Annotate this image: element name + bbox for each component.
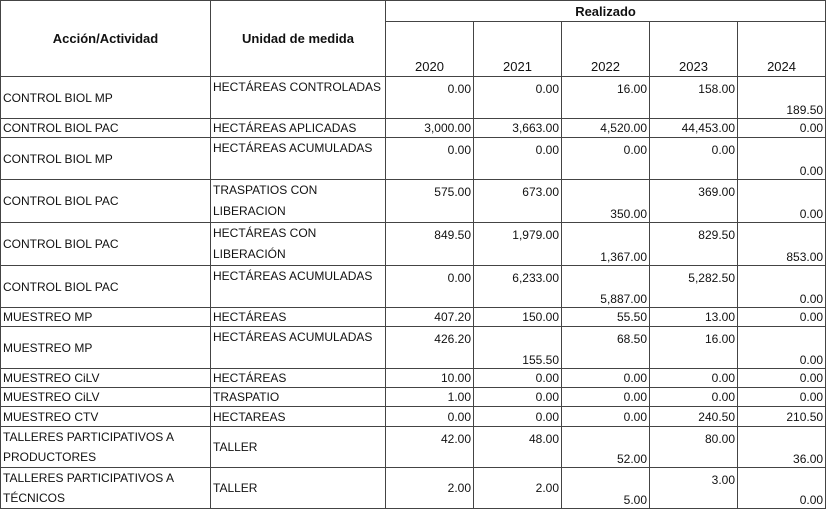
unit-cell: TALLER <box>211 468 386 509</box>
unit-cell: HECTÁREAS ACUMULADAS <box>211 138 386 180</box>
header-year-2020: 2020 <box>386 22 474 77</box>
header-year-2021: 2021 <box>474 22 562 77</box>
unit-cell: HECTÁREAS CON LIBERACIÓN <box>211 223 386 266</box>
value-cell-2021: 0.00 <box>474 407 562 427</box>
value-cell-2022: 0.00 <box>562 407 650 427</box>
unit-cell: HECTÁREAS ACUMULADAS <box>211 327 386 369</box>
value-cell-2024: 0.00 <box>738 308 826 327</box>
activity-cell: MUESTREO CiLV <box>1 369 211 388</box>
table-row <box>1 327 826 369</box>
activity-cell: CONTROL BIOL PAC <box>1 223 211 266</box>
value-cell-2022: 0.00 <box>562 138 650 180</box>
value-cell-2023: 240.50 <box>650 407 738 427</box>
value-cell-2023: 80.00 <box>650 427 738 468</box>
value-cell-2024: 0.00 <box>738 180 826 223</box>
value-cell-2021: 3,663.00 <box>474 119 562 138</box>
value-cell-2022: 0.00 <box>562 369 650 388</box>
value-cell-2024: 0.00 <box>738 468 826 509</box>
unit-cell: TRASPATIOS CON LIBERACION <box>211 180 386 223</box>
table-row <box>1 427 826 468</box>
value-cell-2020: 575.00 <box>386 180 474 223</box>
value-cell-2020: 3,000.00 <box>386 119 474 138</box>
value-cell-2023: 0.00 <box>650 138 738 180</box>
value-cell-2023: 44,453.00 <box>650 119 738 138</box>
value-cell-2020: 0.00 <box>386 266 474 308</box>
table-body <box>1 77 826 509</box>
value-cell-2023: 158.00 <box>650 77 738 119</box>
value-cell-2022: 16.00 <box>562 77 650 119</box>
value-cell-2020: 2.00 <box>386 468 474 509</box>
value-cell-2022: 68.50 <box>562 327 650 369</box>
unit-cell: HECTÁREAS <box>211 369 386 388</box>
value-cell-2020: 0.00 <box>386 77 474 119</box>
table-row <box>1 223 826 266</box>
value-cell-2023: 369.00 <box>650 180 738 223</box>
activity-cell: MUESTREO CiLV <box>1 388 211 407</box>
value-cell-2024: 0.00 <box>738 266 826 308</box>
value-cell-2024: 853.00 <box>738 223 826 266</box>
activity-cell: CONTROL BIOL PAC <box>1 266 211 308</box>
value-cell-2024: 36.00 <box>738 427 826 468</box>
value-cell-2024: 0.00 <box>738 327 826 369</box>
table-row <box>1 77 826 119</box>
value-cell-2023: 0.00 <box>650 369 738 388</box>
activity-cell: CONTROL BIOL PAC <box>1 119 211 138</box>
value-cell-2023: 0.00 <box>650 388 738 407</box>
value-cell-2022: 55.50 <box>562 308 650 327</box>
value-cell-2021: 0.00 <box>474 138 562 180</box>
table-row <box>1 266 826 308</box>
value-cell-2023: 13.00 <box>650 308 738 327</box>
value-cell-2024: 0.00 <box>738 138 826 180</box>
activity-cell: MUESTREO MP <box>1 308 211 327</box>
value-cell-2023: 829.50 <box>650 223 738 266</box>
header-year-2022: 2022 <box>562 22 650 77</box>
table-row <box>1 180 826 223</box>
value-cell-2022: 350.00 <box>562 180 650 223</box>
value-cell-2021: 673.00 <box>474 180 562 223</box>
unit-cell: HECTAREAS <box>211 407 386 427</box>
activity-cell: TALLERES PARTICIPATIVOS A PRODUCTORES <box>1 427 211 468</box>
value-cell-2022: 0.00 <box>562 388 650 407</box>
value-cell-2022: 4,520.00 <box>562 119 650 138</box>
value-cell-2022: 5,887.00 <box>562 266 650 308</box>
value-cell-2020: 0.00 <box>386 138 474 180</box>
header-year-2024: 2024 <box>738 22 826 77</box>
value-cell-2024: 0.00 <box>738 119 826 138</box>
value-cell-2024: 0.00 <box>738 388 826 407</box>
header-unit: Unidad de medida <box>211 1 386 77</box>
activity-cell: MUESTREO MP <box>1 327 211 369</box>
activity-cell: CONTROL BIOL MP <box>1 77 211 119</box>
value-cell-2021: 150.00 <box>474 308 562 327</box>
value-cell-2023: 16.00 <box>650 327 738 369</box>
table-row <box>1 369 826 388</box>
activity-cell: TALLERES PARTICIPATIVOS A TÉCNICOS <box>1 468 211 509</box>
value-cell-2021: 48.00 <box>474 427 562 468</box>
header-activity: Acción/Actividad <box>1 1 211 77</box>
value-cell-2022: 1,367.00 <box>562 223 650 266</box>
table-row <box>1 138 826 180</box>
value-cell-2020: 426.20 <box>386 327 474 369</box>
value-cell-2020: 42.00 <box>386 427 474 468</box>
value-cell-2021: 1,979.00 <box>474 223 562 266</box>
table-row <box>1 308 826 327</box>
value-cell-2022: 5.00 <box>562 468 650 509</box>
unit-cell: HECTÁREAS ACUMULADAS <box>211 266 386 308</box>
table-row <box>1 468 826 509</box>
unit-cell: TRASPATIO <box>211 388 386 407</box>
activity-cell: MUESTREO CTV <box>1 407 211 427</box>
table-row <box>1 407 826 427</box>
unit-cell: HECTÁREAS CONTROLADAS <box>211 77 386 119</box>
unit-cell: HECTÁREAS APLICADAS <box>211 119 386 138</box>
table-row <box>1 388 826 407</box>
value-cell-2020: 849.50 <box>386 223 474 266</box>
value-cell-2020: 407.20 <box>386 308 474 327</box>
table-row <box>1 119 826 138</box>
header-realizado: Realizado <box>386 1 826 22</box>
unit-cell: TALLER <box>211 427 386 468</box>
value-cell-2020: 10.00 <box>386 369 474 388</box>
unit-cell: HECTÁREAS <box>211 308 386 327</box>
value-cell-2021: 155.50 <box>474 327 562 369</box>
value-cell-2022: 52.00 <box>562 427 650 468</box>
activity-cell: CONTROL BIOL MP <box>1 138 211 180</box>
value-cell-2021: 0.00 <box>474 369 562 388</box>
value-cell-2024: 210.50 <box>738 407 826 427</box>
value-cell-2021: 2.00 <box>474 468 562 509</box>
value-cell-2020: 0.00 <box>386 407 474 427</box>
value-cell-2021: 6,233.00 <box>474 266 562 308</box>
header-year-2023: 2023 <box>650 22 738 77</box>
value-cell-2023: 3.00 <box>650 468 738 509</box>
value-cell-2021: 0.00 <box>474 388 562 407</box>
value-cell-2023: 5,282.50 <box>650 266 738 308</box>
activity-cell: CONTROL BIOL PAC <box>1 180 211 223</box>
value-cell-2021: 0.00 <box>474 77 562 119</box>
value-cell-2024: 0.00 <box>738 369 826 388</box>
value-cell-2020: 1.00 <box>386 388 474 407</box>
value-cell-2024: 189.50 <box>738 77 826 119</box>
